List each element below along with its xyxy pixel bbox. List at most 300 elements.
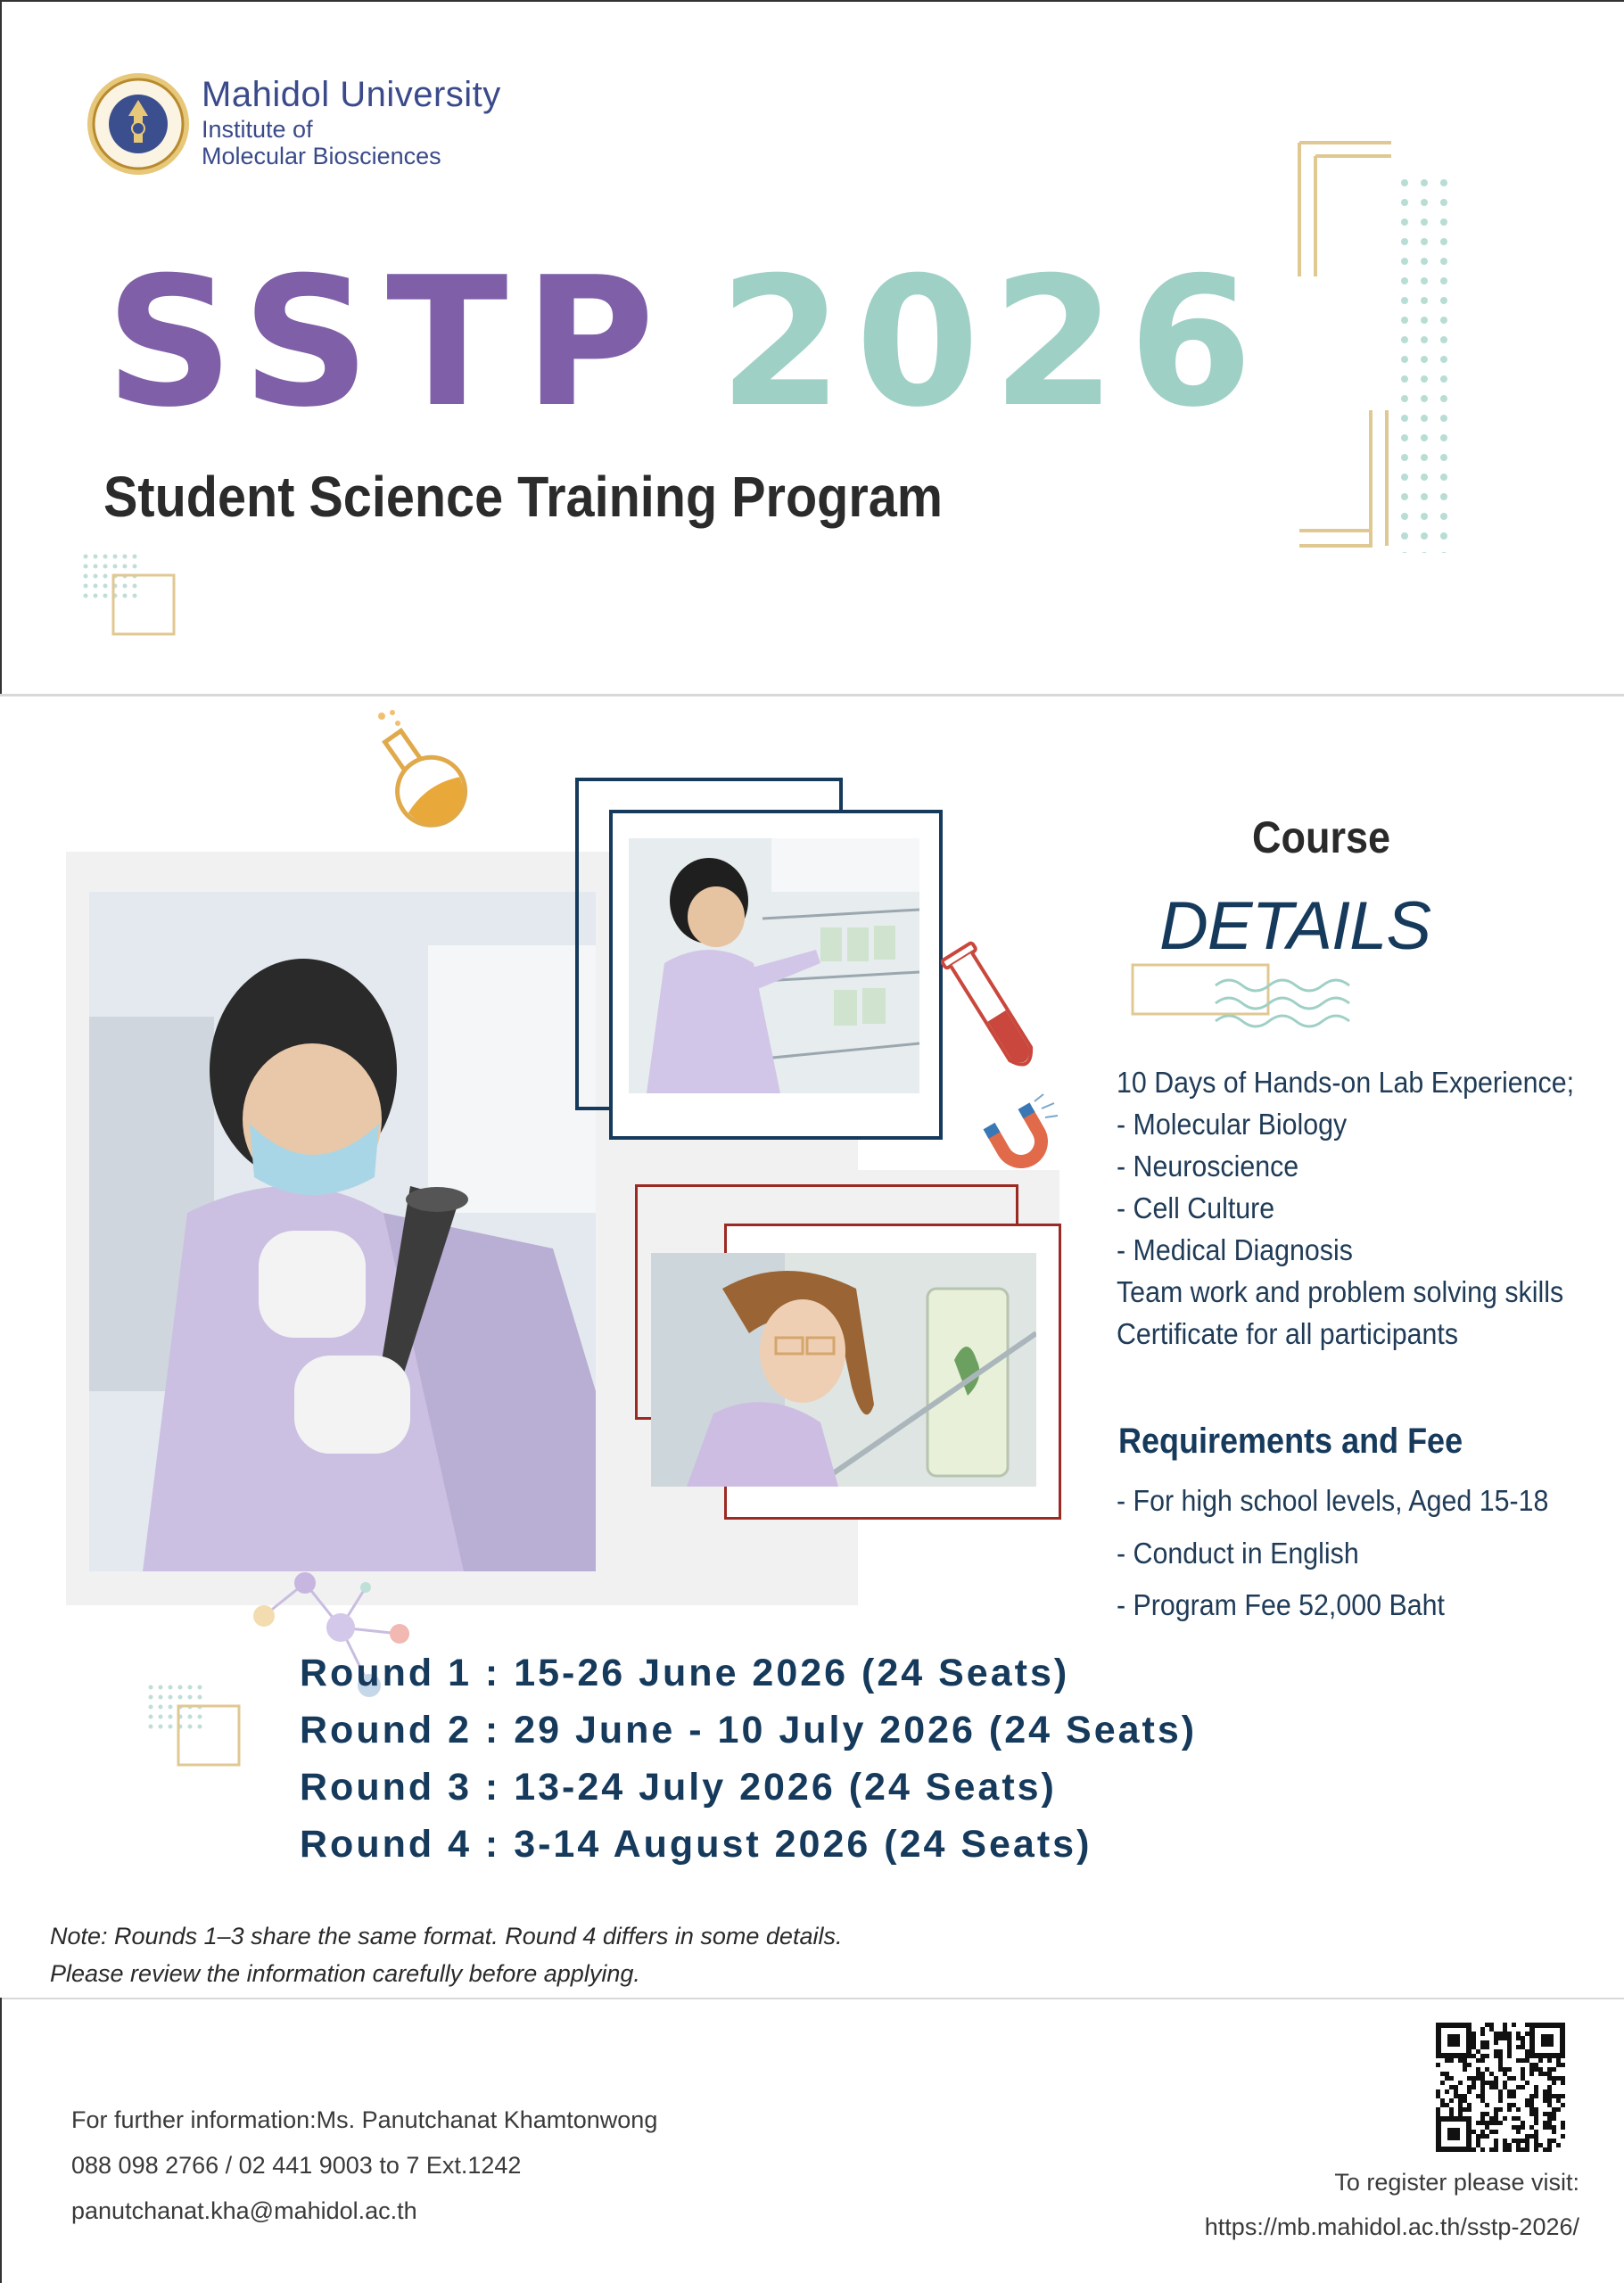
qr-cell: [1503, 2147, 1507, 2152]
qr-cell: [1454, 2085, 1458, 2089]
decor-dot: [159, 1685, 163, 1690]
title-year: 2026: [719, 239, 1265, 447]
decor-dot: [1401, 238, 1408, 245]
qr-cell: [1449, 2058, 1454, 2063]
qr-cell: [1561, 2121, 1565, 2125]
qr-cell: [1494, 2081, 1498, 2085]
section-divider-bottom: [0, 1998, 1624, 1999]
decor-dot: [1401, 532, 1408, 540]
qr-cell: [1436, 2063, 1440, 2067]
qr-cell: [1471, 2054, 1476, 2058]
qr-cell: [1485, 2054, 1489, 2058]
qr-cell: [1547, 2143, 1552, 2147]
qr-cell: [1449, 2076, 1454, 2081]
decor-dot: [1421, 552, 1428, 553]
qr-cell: [1449, 2112, 1454, 2116]
qr-cell: [1467, 2089, 1471, 2094]
qr-cell: [1494, 2032, 1498, 2036]
qr-cell: [1503, 2139, 1507, 2143]
qr-cell: [1547, 2089, 1552, 2094]
qr-cell: [1485, 2121, 1489, 2125]
qr-cell: [1561, 2076, 1565, 2081]
decor-dot: [1401, 277, 1408, 284]
qr-cell: [1498, 2094, 1503, 2098]
qr-cell: [1467, 2103, 1471, 2107]
qr-cell: [1525, 2098, 1529, 2103]
qr-cell: [1485, 2040, 1489, 2045]
round-3: Round 3 : 13-24 July 2026 (24 Seats): [300, 1766, 1057, 1809]
qr-cell: [1480, 2076, 1485, 2081]
qr-cell: [1561, 2063, 1565, 2067]
decor-dot: [1421, 454, 1428, 461]
qr-cell: [1445, 2076, 1449, 2081]
qr-cell: [1467, 2076, 1471, 2081]
decor-dot: [1401, 317, 1408, 324]
qr-cell: [1547, 2072, 1552, 2076]
qr-cell: [1534, 2121, 1538, 2125]
qr-cell: [1543, 2089, 1547, 2094]
qr-code-icon[interactable]: [1436, 2023, 1565, 2152]
qr-cell: [1445, 2058, 1449, 2063]
qr-cell: [1503, 2081, 1507, 2085]
decor-dot: [1421, 395, 1428, 402]
qr-cell: [1489, 2027, 1494, 2032]
decor-dot: [1421, 513, 1428, 520]
qr-cell: [1494, 2147, 1498, 2152]
qr-cell: [1480, 2040, 1485, 2045]
qr-cell: [1480, 2134, 1485, 2139]
decor-dot: [178, 1695, 183, 1700]
decor-dot: [149, 1685, 153, 1690]
qr-cell: [1556, 2058, 1561, 2063]
qr-cell: [1480, 2045, 1485, 2049]
qr-cell: [1538, 2058, 1543, 2063]
qr-cell: [1547, 2147, 1552, 2152]
qr-cell: [1467, 2063, 1471, 2067]
qr-cell: [1521, 2045, 1525, 2049]
qr-cell: [1480, 2098, 1485, 2103]
qr-cell: [1552, 2094, 1556, 2098]
qr-cell: [1534, 2085, 1538, 2089]
qr-cell: [1525, 2054, 1529, 2058]
qr-cell: [1507, 2049, 1512, 2054]
student-pipetting-photo: [89, 892, 596, 1571]
qr-cell: [1547, 2094, 1552, 2098]
decor-dot: [149, 1725, 153, 1729]
qr-cell: [1449, 2098, 1454, 2103]
qr-cell: [1498, 2058, 1503, 2063]
qr-cell: [1503, 2027, 1507, 2032]
decor-dot: [159, 1705, 163, 1710]
decor-dot: [1401, 434, 1408, 441]
decor-dot: [1440, 513, 1447, 520]
qr-cell: [1521, 2036, 1525, 2040]
decor-dot: [178, 1685, 183, 1690]
decor-dot: [1401, 356, 1408, 363]
qr-cell: [1454, 2094, 1458, 2098]
decor-dot: [149, 1715, 153, 1719]
qr-cell: [1480, 2121, 1485, 2125]
qr-cell: [1552, 2130, 1556, 2134]
decor-dot: [1440, 415, 1447, 422]
decor-dot: [1440, 258, 1447, 265]
qr-cell: [1476, 2067, 1480, 2072]
qr-cell: [1480, 2130, 1485, 2134]
qr-cell: [1547, 2112, 1552, 2116]
qr-cell: [1543, 2147, 1547, 2152]
decor-dot: [1401, 474, 1408, 481]
qr-cell: [1476, 2139, 1480, 2143]
qr-cell: [1521, 2076, 1525, 2081]
decor-dot: [1401, 179, 1408, 186]
qr-cell: [1547, 2103, 1552, 2107]
qr-cell: [1507, 2054, 1512, 2058]
qr-cell: [1556, 2098, 1561, 2103]
qr-cell: [1494, 2116, 1498, 2121]
qr-cell: [1503, 2067, 1507, 2072]
qr-cell: [1463, 2094, 1467, 2098]
decor-dot: [1440, 179, 1447, 186]
qr-cell: [1498, 2107, 1503, 2112]
decor-dot: [1440, 454, 1447, 461]
decor-dot: [198, 1725, 202, 1729]
qr-cell: [1480, 2081, 1485, 2085]
qr-cell: [1485, 2023, 1489, 2027]
qr-cell: [1516, 2130, 1521, 2134]
decor-dot: [1421, 258, 1428, 265]
qr-cell: [1471, 2032, 1476, 2036]
left-border-top: [0, 0, 2, 694]
qr-cell: [1534, 2112, 1538, 2116]
note-line-1: Note: Rounds 1–3 share the same format. Round 4 differs in some details.: [50, 1923, 843, 1949]
qr-cell: [1521, 2121, 1525, 2125]
qr-cell: [1525, 2023, 1529, 2027]
decor-dot: [123, 594, 128, 598]
qr-cell: [1458, 2098, 1463, 2103]
qr-cell: [1534, 2116, 1538, 2121]
decor-dot: [1440, 493, 1447, 500]
qr-cell: [1494, 2054, 1498, 2058]
qr-cell: [1516, 2139, 1521, 2143]
decor-dot: [1401, 454, 1408, 461]
qr-cell: [1552, 2125, 1556, 2130]
qr-cell: [1503, 2085, 1507, 2089]
contact-phone: 088 098 2766 / 02 441 9003 to 7 Ext.1242: [71, 2152, 522, 2179]
decor-dot: [1440, 336, 1447, 343]
decor-dot: [133, 565, 137, 569]
detail-line-6: Team work and problem solving skills: [1117, 1275, 1564, 1308]
small-dots-decoration-top: [82, 553, 180, 638]
qr-cell: [1529, 2094, 1534, 2098]
qr-cell: [1498, 2067, 1503, 2072]
qr-cell: [1534, 2107, 1538, 2112]
qr-cell: [1480, 2147, 1485, 2152]
qr-cell: [1471, 2085, 1476, 2089]
qr-cell: [1561, 2134, 1565, 2139]
qr-cell: [1547, 2125, 1552, 2130]
decor-dot: [113, 555, 118, 559]
decor-dot: [1440, 297, 1447, 304]
decor-dot: [94, 555, 98, 559]
decor-dot: [94, 584, 98, 589]
qr-cell: [1516, 2125, 1521, 2130]
qr-cell: [1458, 2058, 1463, 2063]
contact-email[interactable]: panutchanat.kha@mahidol.ac.th: [71, 2197, 417, 2224]
qr-cell: [1507, 2036, 1512, 2040]
institute-line-2: Molecular Biosciences: [202, 143, 441, 169]
qr-cell: [1507, 2147, 1512, 2152]
qr-cell: [1440, 2098, 1445, 2103]
decor-dot: [1421, 199, 1428, 206]
decor-dot: [133, 584, 137, 589]
qr-cell: [1498, 2063, 1503, 2067]
qr-cell: [1516, 2036, 1521, 2040]
detail-line-5: - Medical Diagnosis: [1117, 1233, 1353, 1266]
decor-dot: [1440, 474, 1447, 481]
qr-cell: [1534, 2147, 1538, 2152]
details-decoration: [1131, 963, 1381, 1043]
qr-cell: [1467, 2107, 1471, 2112]
institute-line-1: Institute of: [202, 116, 313, 143]
qr-cell: [1485, 2134, 1489, 2139]
qr-cell: [1534, 2130, 1538, 2134]
qr-cell: [1480, 2085, 1485, 2089]
decor-dot: [1421, 179, 1428, 186]
decor-dot: [123, 565, 128, 569]
test-tube-icon: [941, 936, 1048, 1088]
decor-dot: [1440, 395, 1447, 402]
decor-dot: [1440, 356, 1447, 363]
qr-cell: [1525, 2139, 1529, 2143]
decor-dot: [198, 1715, 202, 1719]
decor-dot: [103, 555, 108, 559]
qr-cell: [1507, 2107, 1512, 2112]
decor-dot: [94, 565, 98, 569]
decor-dot: [1440, 238, 1447, 245]
qr-cell: [1454, 2089, 1458, 2094]
qr-cell: [1552, 2076, 1556, 2081]
qr-cell: [1480, 2054, 1485, 2058]
qr-cell: [1521, 2040, 1525, 2045]
decor-dot: [1440, 317, 1447, 324]
qr-cell: [1516, 2147, 1521, 2152]
qr-cell: [1449, 2085, 1454, 2089]
qr-cell: [1489, 2147, 1494, 2152]
decor-dot: [103, 594, 108, 598]
qr-cell: [1503, 2032, 1507, 2036]
requirements-heading: Requirements and Fee: [1118, 1422, 1463, 1461]
qr-cell: [1516, 2085, 1521, 2089]
register-label: To register please visit:: [1334, 2169, 1579, 2196]
decor-dot: [84, 574, 88, 579]
decor-dot: [1440, 277, 1447, 284]
qr-cell: [1525, 2134, 1529, 2139]
qr-cell: [1498, 2098, 1503, 2103]
qr-cell: [1498, 2049, 1503, 2054]
qr-cell: [1458, 2103, 1463, 2107]
qr-cell: [1471, 2130, 1476, 2134]
decor-dot: [1421, 493, 1428, 500]
qr-cell: [1538, 2143, 1543, 2147]
qr-cell: [1445, 2089, 1449, 2094]
qr-cell: [1494, 2139, 1498, 2143]
qr-cell: [1489, 2081, 1494, 2085]
qr-cell: [1489, 2072, 1494, 2076]
qr-cell: [1552, 2107, 1556, 2112]
qr-cell: [1463, 2058, 1467, 2063]
qr-cell: [1547, 2139, 1552, 2143]
qr-cell: [1463, 2098, 1467, 2103]
qr-cell: [1525, 2032, 1529, 2036]
qr-cell: [1521, 2147, 1525, 2152]
qr-cell: [1543, 2112, 1547, 2116]
qr-cell: [1440, 2072, 1445, 2076]
qr-cell: [1512, 2089, 1516, 2094]
qr-cell: [1458, 2081, 1463, 2085]
qr-cell: [1489, 2085, 1494, 2089]
decor-dot: [1421, 317, 1428, 324]
qr-cell: [1529, 2067, 1534, 2072]
decor-dot: [188, 1715, 193, 1719]
decor-dot: [1440, 199, 1447, 206]
qr-cell: [1525, 2049, 1529, 2054]
decor-dot: [1440, 375, 1447, 383]
requirement-line-1: - For high school levels, Aged 15-18: [1117, 1484, 1549, 1517]
qr-cell: [1556, 2107, 1561, 2112]
qr-cell: [1463, 2063, 1467, 2067]
qr-cell: [1480, 2072, 1485, 2076]
decor-dot: [103, 574, 108, 579]
qr-cell: [1476, 2076, 1480, 2081]
qr-cell: [1480, 2032, 1485, 2036]
qr-cell: [1476, 2134, 1480, 2139]
qr-cell: [1512, 2103, 1516, 2107]
qr-cell: [1503, 2023, 1507, 2027]
decor-dot: [149, 1705, 153, 1710]
qr-cell: [1547, 2085, 1552, 2089]
decor-dot: [94, 574, 98, 579]
decor-dot: [169, 1695, 173, 1700]
decor-dot: [169, 1715, 173, 1719]
decor-dot: [159, 1695, 163, 1700]
top-border: [0, 0, 1624, 2]
qr-cell: [1503, 2036, 1507, 2040]
qr-cell: [1543, 2098, 1547, 2103]
decor-dot: [1401, 336, 1408, 343]
qr-cell: [1489, 2023, 1494, 2027]
decor-dot: [188, 1685, 193, 1690]
qr-cell: [1552, 2112, 1556, 2116]
qr-cell: [1436, 2094, 1440, 2098]
qr-cell: [1547, 2067, 1552, 2072]
qr-cell: [1494, 2130, 1498, 2134]
qr-cell: [1485, 2103, 1489, 2107]
university-seal-icon: [86, 71, 191, 177]
decor-dot: [1401, 493, 1408, 500]
qr-cell: [1485, 2081, 1489, 2085]
qr-cell: [1547, 2076, 1552, 2081]
decor-dot: [149, 1695, 153, 1700]
section-divider-top: [0, 694, 1624, 696]
qr-cell: [1485, 2112, 1489, 2116]
qr-cell: [1512, 2125, 1516, 2130]
qr-cell: [1485, 2045, 1489, 2049]
qr-cell: [1512, 2076, 1516, 2081]
qr-cell: [1480, 2089, 1485, 2094]
qr-cell: [1529, 2134, 1534, 2139]
qr-cell: [1480, 2094, 1485, 2098]
qr-cell: [1521, 2139, 1525, 2143]
qr-cell: [1489, 2130, 1494, 2134]
decor-dot: [198, 1685, 202, 1690]
decor-dot: [123, 584, 128, 589]
qr-cell: [1480, 2058, 1485, 2063]
qr-cell: [1471, 2081, 1476, 2085]
qr-cell: [1507, 2103, 1512, 2107]
qr-cell: [1494, 2121, 1498, 2125]
qr-cell: [1543, 2121, 1547, 2125]
qr-cell: [1547, 2116, 1552, 2121]
qr-cell: [1556, 2063, 1561, 2067]
decor-dot: [84, 555, 88, 559]
qr-cell: [1507, 2067, 1512, 2072]
note-line-2: Please review the information carefully before applying.: [50, 1960, 640, 1987]
qr-cell: [1529, 2112, 1534, 2116]
decor-dot: [1421, 434, 1428, 441]
contact-name: For further information:Ms. Panutchanat Khamtonwong: [71, 2106, 658, 2133]
qr-cell: [1503, 2143, 1507, 2147]
decor-dot: [84, 584, 88, 589]
register-url[interactable]: https://mb.mahidol.ac.th/sstp-2026/: [1204, 2213, 1579, 2240]
qr-cell: [1445, 2103, 1449, 2107]
qr-cell: [1507, 2143, 1512, 2147]
left-border-bottom: [0, 1998, 2, 2283]
qr-cell: [1525, 2143, 1529, 2147]
qr-cell: [1445, 2072, 1449, 2076]
qr-cell: [1521, 2125, 1525, 2130]
qr-cell: [1507, 2045, 1512, 2049]
qr-cell: [1516, 2107, 1521, 2112]
qr-cell: [1529, 2063, 1534, 2067]
qr-cell: [1525, 2147, 1529, 2152]
decor-dot: [94, 594, 98, 598]
decor-dot: [1401, 395, 1408, 402]
decor-dot: [1401, 218, 1408, 226]
qr-cell: [1494, 2085, 1498, 2089]
qr-cell: [1498, 2054, 1503, 2058]
decor-dot: [1440, 218, 1447, 226]
qr-cell: [1547, 2098, 1552, 2103]
decor-dot: [1421, 218, 1428, 226]
decor-dot: [1440, 552, 1447, 553]
decor-dot: [1421, 415, 1428, 422]
qr-cell: [1503, 2072, 1507, 2076]
qr-cell: [1494, 2143, 1498, 2147]
decor-dot: [1421, 532, 1428, 540]
qr-cell: [1529, 2103, 1534, 2107]
qr-cell: [1498, 2036, 1503, 2040]
qr-cell: [1512, 2139, 1516, 2143]
qr-cell: [1467, 2085, 1471, 2089]
qr-cell: [1534, 2089, 1538, 2094]
detail-line-2: - Molecular Biology: [1117, 1108, 1348, 1141]
qr-cell: [1529, 2125, 1534, 2130]
decor-dot: [198, 1695, 202, 1700]
qr-cell: [1516, 2116, 1521, 2121]
qr-cell: [1476, 2121, 1480, 2125]
qr-cell: [1494, 2107, 1498, 2112]
qr-cell: [1552, 2116, 1556, 2121]
